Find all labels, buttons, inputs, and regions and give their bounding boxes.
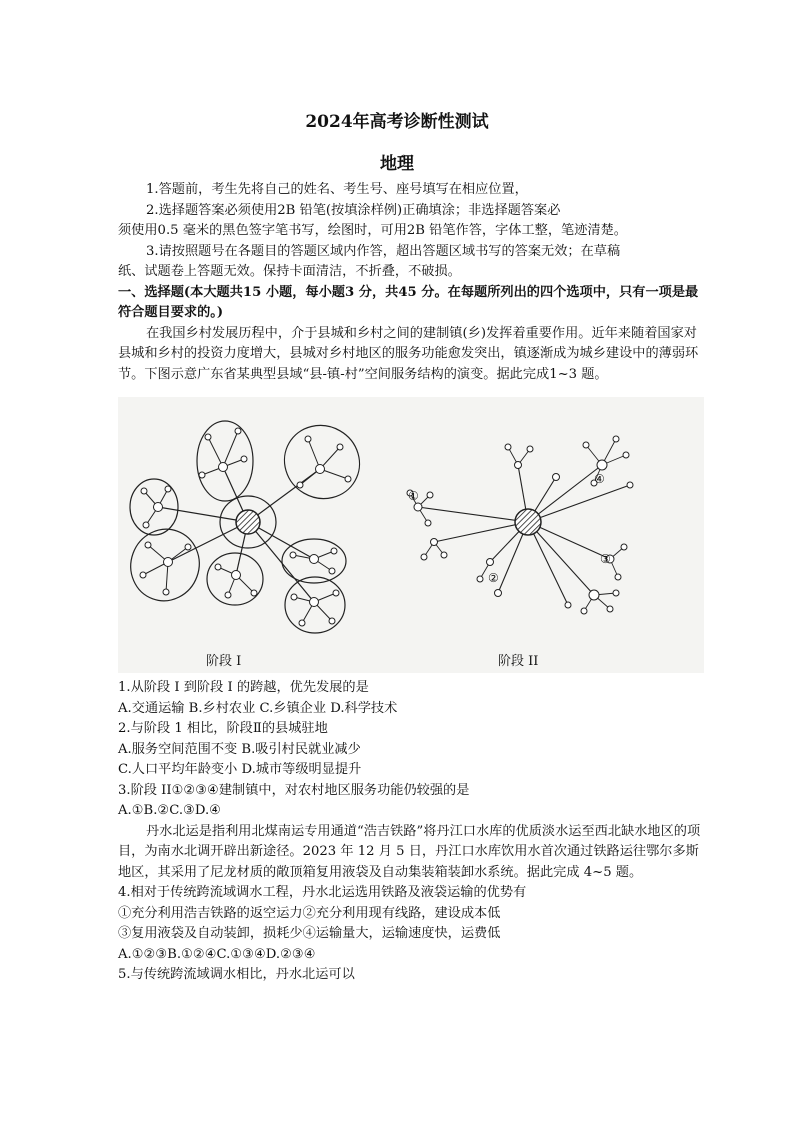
marker-2: ② (488, 571, 499, 585)
instruction-2-cont: 须使用0.5 毫米的黑色签字笔书写，绘图时，可用2B 铅笔作答，字体工整，笔迹清楚。 (118, 223, 627, 238)
question-1-options: A.交通运输 B.乡村农业 C.乡镇企业 D.科学技术 (118, 700, 398, 716)
question-2: 2.与阶段 1 相比，阶段Ⅱ的县城驻地 (118, 721, 328, 736)
marker-4: ④ (594, 472, 605, 486)
instruction-3-cont: 纸、试题卷上答题无效。保持卡面清洁，不折叠，不破损。 (118, 264, 461, 279)
question-5: 5.与传统跨流域调水相比，丹水北运可以 (118, 967, 355, 982)
question-4-item-12: ①充分利用浩吉铁路的返空运力②充分利用现有线路，建设成本低 (118, 905, 501, 921)
stage-1-label: 阶段 I (206, 654, 242, 669)
questions-part-1 (118, 678, 704, 986)
passage-2: 丹水北运是指利用北煤南运专用通道“浩吉铁路”将丹江口水库的优质淡水运至西北缺水地区的项目，为南水北调开辟出新途径。2023 年 12 月 5 日，丹江口水库饮用水首次通过铁路运往鄂尔多斯地区，其采用了尼龙材质的敞顶箱复用液袋及自动集装箱装卸水系统。据此完成 4~5 题。 (118, 823, 701, 880)
service-structure-figure (118, 397, 704, 673)
instruction-3: 3.请按照题号在各题目的答题区域内作答，超出答题区域书写的答案无效；在草稿 (146, 243, 621, 259)
question-4: 4.相对于传统跨流域调水工程，丹水北运选用铁路及液袋运输的优势有 (118, 885, 527, 900)
instructions (118, 180, 704, 385)
marker-3: ③ (600, 552, 611, 566)
instruction-1: 1.答题前，考生先将自己的姓名、考生号、座号填写在相应位置， (146, 182, 528, 197)
question-2-options-a: A.服务空间范围不变 B.吸引村民就业减少 (118, 741, 361, 757)
stage-2-diagram (407, 436, 633, 614)
question-3: 3.阶段 II①②③④建制镇中，对农村地区服务功能仍较强的是 (118, 782, 470, 798)
question-4-item-34: ③复用液袋及自动装卸，损耗少④运输量大，运输速度快，运费低 (118, 926, 501, 941)
passage-1: 在我国乡村发展历程中，介于县城和乡村之间的建制镇(乡)发挥着重要作用。近年来随着国家对县城和乡村的投资力度增大，县城对乡村地区的服务功能愈发突出，镇逐渐成为城乡建设中的薄弱环节。下图示意广东省某典型县域“县-镇-村”空间服务结构的演变。据此完成1~3 题。 (118, 325, 699, 382)
section-title: 一、选择题(本大题共15 小题，每小题3 分，共45 分。在每题所列出的四个选项中，只有一项是最符合题目要求的。) (118, 284, 699, 320)
exam-title: 2024年高考诊断性测试 (305, 112, 489, 132)
marker-1: ① (408, 489, 419, 503)
figure-svg (118, 397, 704, 673)
instruction-2: 2.选择题答案必须使用2B 铅笔(按填涂样例)正确填涂；非选择题答案必 (146, 202, 561, 218)
stage-2-label: 阶段 II (498, 654, 539, 669)
subject-title: 地理 (380, 154, 414, 174)
question-4-options: A.①②③B.①②④C.①③④D.②③④ (118, 946, 316, 962)
stage-1-diagram (121, 412, 373, 633)
question-1: 1.从阶段 I 到阶段 I 的跨越，优先发展的是 (118, 680, 369, 695)
question-3-options: A.①B.②C.③D.④ (118, 803, 221, 818)
question-2-options-c: C.人口平均年龄变小 D.城市等级明显提升 (118, 762, 362, 777)
